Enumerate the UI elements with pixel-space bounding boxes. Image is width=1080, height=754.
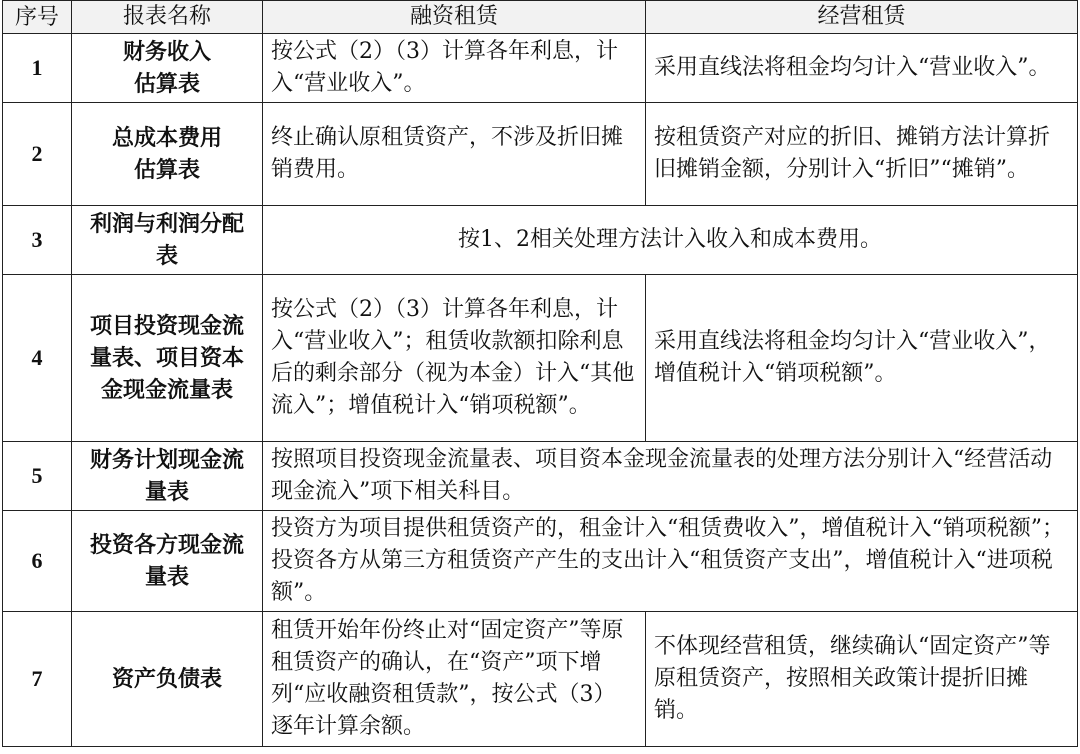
report-name: 资产负债表 (72, 612, 263, 747)
finance-lease-cell: 按公式（2）（3）计算各年利息，计入“营业收入”；租赁收款额扣除利息后的剩余部分（视为本金）计入“其他流入”；增值税计入“销项税额”。 (263, 275, 646, 442)
table-row (3, 103, 1078, 206)
operating-lease-cell: 采用直线法将租金均匀计入“营业收入”，增值税计入“销项税额”。 (646, 275, 1078, 442)
table-row (3, 275, 1078, 442)
finance-lease-cell: 租赁开始年份终止对“固定资产”等原租赁资产的确认，在“资产”项下增列“应收融资租赁款”，按公式（3）逐年计算余额。 (263, 612, 646, 747)
merged-treatment-cell: 按1、2相关处理方法计入收入和成本费用。 (263, 206, 1078, 275)
row-number: 1 (3, 34, 72, 103)
finance-lease-cell: 按公式（2）（3）计算各年利息，计入“营业收入”。 (263, 34, 646, 103)
lease-accounting-table (2, 0, 1078, 747)
table-row (3, 34, 1078, 103)
merged-treatment-cell: 投资方为项目提供租赁资产的，租金计入“租赁费收入”，增值税计入“销项税额”；投资各方从第三方租赁资产产生的支出计入“租赁资产支出”，增值税计入“进项税额”。 (263, 511, 1078, 612)
operating-lease-cell: 不体现经营租赁，继续确认“固定资产”等原租赁资产，按照相关政策计提折旧摊销。 (646, 612, 1078, 747)
row-number: 2 (3, 103, 72, 206)
report-name (72, 103, 263, 206)
finance-lease-cell: 终止确认原租赁资产，不涉及折旧摊销费用。 (263, 103, 646, 206)
header-report-name: 报表名称 (72, 1, 263, 34)
table-row (3, 442, 1078, 511)
report-name: 利润与利润分配表 (72, 206, 263, 275)
row-number: 5 (3, 442, 72, 511)
header-no: 序号 (3, 1, 72, 34)
header-finance-lease: 融资租赁 (263, 1, 646, 34)
merged-treatment-cell: 按照项目投资现金流量表、项目资本金现金流量表的处理方法分别计入“经营活动现金流入”项下相关科目。 (263, 442, 1078, 511)
row-number: 7 (3, 612, 72, 747)
operating-lease-cell: 采用直线法将租金均匀计入“营业收入”。 (646, 34, 1078, 103)
operating-lease-cell: 按租赁资产对应的折旧、摊销方法计算折旧摊销金额，分别计入“折旧”“摊销”。 (646, 103, 1078, 206)
report-name-line1: 总成本费用 (111, 125, 222, 151)
header-operating-lease: 经营租赁 (646, 1, 1078, 34)
report-name-line1: 财务收入 (122, 39, 211, 65)
row-number: 4 (3, 275, 72, 442)
table-row (3, 612, 1078, 747)
report-name-line2: 估算表 (133, 157, 200, 183)
table-header-row (3, 1, 1078, 34)
row-number: 3 (3, 206, 72, 275)
report-name: 项目投资现金流量表、项目资本金现金流量表 (72, 275, 263, 442)
table-row (3, 206, 1078, 275)
report-name: 投资各方现金流量表 (72, 511, 263, 612)
report-name: 财务计划现金流量表 (72, 442, 263, 511)
report-name (72, 34, 263, 103)
report-name-line2: 估算表 (133, 71, 200, 97)
table-row (3, 511, 1078, 612)
row-number: 6 (3, 511, 72, 612)
